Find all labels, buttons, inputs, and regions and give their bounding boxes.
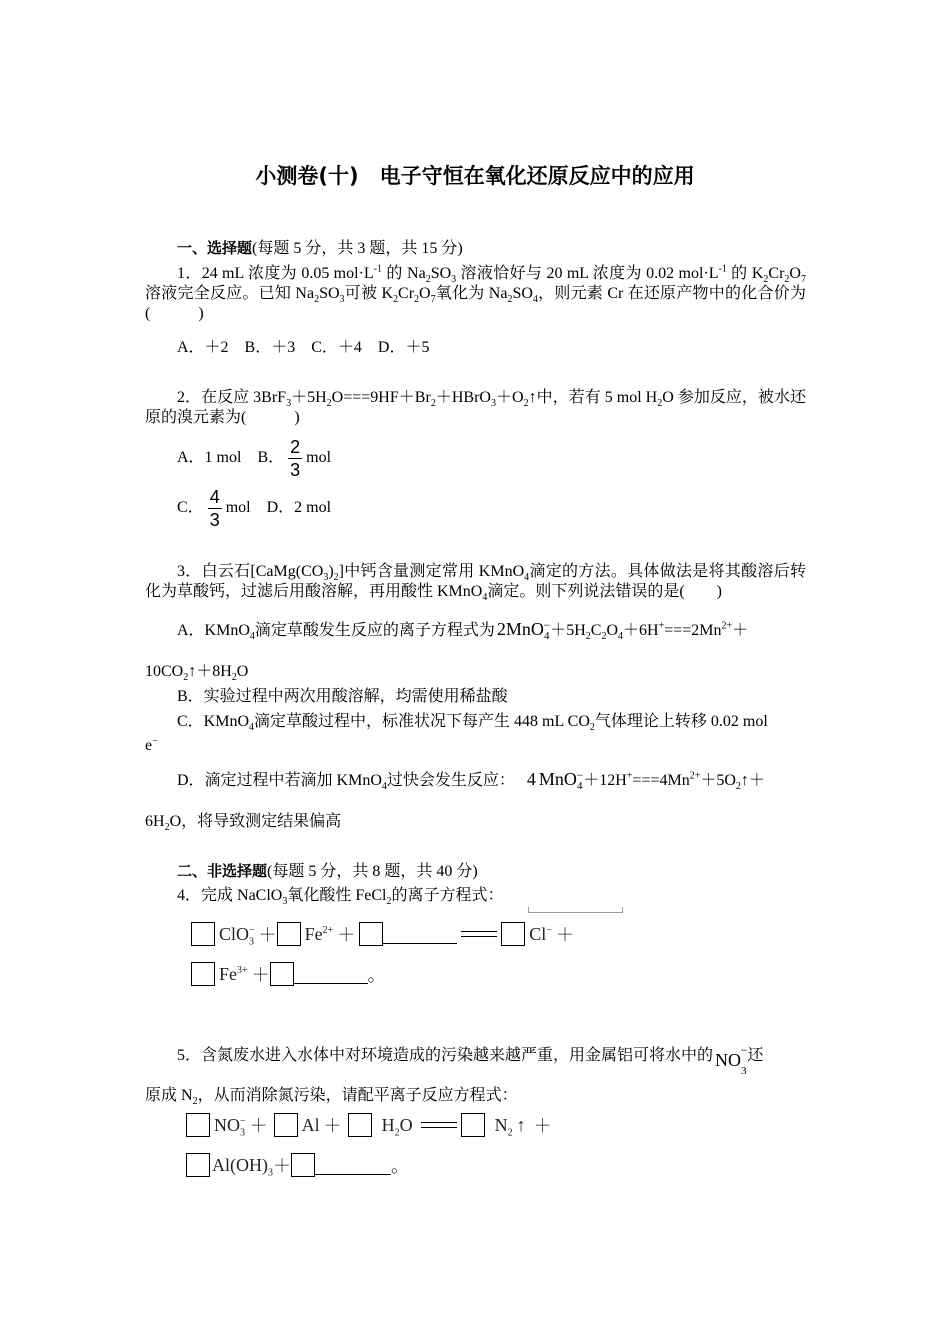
q3-text: ＋	[732, 622, 749, 639]
equals-sign	[461, 931, 497, 937]
q4-text: 的离子方程式：	[391, 887, 504, 904]
q5-text: 还	[747, 1047, 764, 1064]
species-text: Fe	[304, 923, 323, 944]
superscript: +	[658, 620, 665, 632]
plus-sign: ＋	[337, 925, 356, 945]
plus-sign: ＋	[273, 1156, 291, 1176]
subscript: 3	[323, 572, 329, 584]
fraction-numerator: 4	[209, 487, 220, 507]
subscript: 2	[164, 822, 170, 834]
subscript: 3	[490, 398, 496, 410]
question-5	[177, 1036, 764, 1078]
superscript: −	[740, 1042, 748, 1057]
q3-text: ＋5H	[550, 622, 586, 639]
coefficient-box[interactable]	[461, 1113, 485, 1137]
q2-text: ＋5H	[291, 389, 327, 406]
subscript: 4	[543, 630, 550, 643]
coefficient-box[interactable]	[359, 922, 383, 946]
equals-sign	[421, 1122, 457, 1128]
q3-text: A．KMnO	[177, 622, 250, 639]
period: 。	[367, 965, 386, 985]
q1-text: 溶液恰好与 20 mL 浓度为 0.02 mol·L	[456, 265, 719, 282]
q4-equation-line-1	[191, 921, 574, 947]
species-text: Cl	[529, 923, 547, 944]
species-chlorate	[219, 923, 255, 948]
subscript: 3	[240, 1127, 245, 1139]
q1-text: SO	[512, 285, 533, 302]
q3-option-c-cont	[145, 736, 158, 756]
subscript: 2	[601, 631, 607, 643]
q3-text: 过快会发生反应：	[386, 772, 515, 789]
subscript: 2	[414, 294, 420, 306]
subscript: 2	[425, 274, 431, 286]
q1-text: O	[419, 285, 431, 302]
plus-sign: ＋	[249, 1116, 268, 1136]
q3-text: )	[328, 563, 334, 580]
q3-option-a	[177, 612, 748, 648]
q3-text: 10CO	[145, 663, 184, 680]
q1-text: 的 K	[726, 265, 764, 282]
q1-text: SO	[430, 265, 452, 282]
subscript: 7	[430, 294, 436, 306]
subscript: 3	[339, 294, 345, 306]
fraction-numerator: 2	[290, 437, 301, 457]
q3-text: ＋5O	[700, 772, 736, 789]
subscript: 3	[741, 1065, 747, 1078]
q3-text: ＋12H	[583, 772, 627, 789]
nitrate-ion: NO	[715, 1050, 742, 1070]
coefficient-box[interactable]	[186, 1153, 210, 1177]
subscript: 2	[183, 672, 189, 684]
species-ferrous	[305, 924, 334, 945]
subscript: 2	[507, 1127, 513, 1139]
q3-option-a-cont	[145, 662, 248, 682]
subscript: 4	[249, 631, 255, 643]
subscript: 2	[393, 294, 399, 306]
subscript: 2	[589, 722, 595, 734]
subscript: 3	[451, 274, 457, 286]
q4-text: 氧化酸性 FeCl	[287, 887, 387, 904]
fraction-4-3	[208, 486, 222, 531]
q3-text: ＋6H	[623, 622, 659, 639]
subscript: 4	[524, 572, 530, 584]
q3-option-d	[177, 762, 765, 798]
species-text: ClO	[219, 923, 250, 944]
subscript: 2	[523, 398, 529, 410]
q5-line-2	[145, 1086, 518, 1106]
q1-text: 氧化为 Na	[435, 285, 508, 302]
subscript: 4	[532, 294, 538, 306]
subscript: 2	[735, 781, 741, 793]
coefficient-box[interactable]	[191, 962, 215, 986]
q3-text: 滴定草酸过程中，标准状况下每产生 448 mL CO	[254, 713, 590, 730]
q2-text: O 参加反应，被水还原的溴元素为( )	[145, 389, 806, 426]
q1-text: 24 mL 浓度为 0.05 mol·L	[201, 265, 374, 282]
species-aluminum: Al	[301, 1114, 320, 1135]
superscript: -1	[373, 263, 383, 275]
permanganate-ion: MnO	[505, 619, 544, 639]
subscript: 4	[576, 780, 583, 793]
subscript: 2	[231, 672, 237, 684]
section-2-title: 二、非选择题	[177, 862, 268, 880]
subscript: 3	[282, 896, 288, 908]
ion-coefficient: 2	[496, 619, 506, 639]
plus-sign: ＋	[258, 925, 277, 945]
question-1	[145, 264, 806, 324]
q3-text: 6H	[145, 813, 165, 830]
period: 。	[391, 1156, 409, 1176]
q2-text: O===9HF＋Br	[331, 389, 431, 406]
subscript: 2	[763, 274, 769, 286]
superscript: 2+	[721, 620, 733, 632]
coefficient-box[interactable]	[186, 1113, 210, 1137]
q3-text: C．KMnO	[177, 713, 250, 730]
species-text: Al(OH)	[212, 1154, 268, 1175]
subscript: 2	[585, 631, 591, 643]
superscript: −	[249, 924, 255, 936]
subscript: 4	[249, 722, 255, 734]
species-text: N	[494, 1114, 508, 1135]
superscript: −	[576, 767, 584, 782]
superscript: −	[240, 1115, 246, 1127]
superscript: -1	[718, 263, 727, 275]
subscript: 2	[333, 572, 339, 584]
plus-sign: ＋	[323, 1116, 342, 1136]
subscript: 2	[507, 294, 513, 306]
coefficient-box[interactable]	[277, 922, 301, 946]
q3-option-d-cont	[145, 812, 341, 832]
ion-coefficient: 4	[526, 769, 536, 789]
q3-text: O	[606, 622, 619, 639]
superscript: −	[546, 924, 552, 936]
species-nitrogen	[494, 1114, 513, 1139]
question-4	[177, 886, 504, 906]
q3-text: e	[145, 737, 153, 754]
section-1-heading	[177, 238, 463, 259]
q3-text: 滴定草酸发生反应的离子方程式为	[254, 622, 495, 639]
section-1-title: 一、选择题	[177, 239, 253, 257]
species-aluminum-hydroxide	[212, 1154, 273, 1179]
q3-text: 滴定。则下列说法错误的是( )	[487, 583, 723, 600]
subscript: 2	[394, 1127, 400, 1139]
q1-text: SO	[319, 285, 340, 302]
species-text: NO	[214, 1114, 240, 1135]
fraction-denominator: 3	[209, 510, 220, 530]
q1-text: 的 Na	[382, 265, 426, 282]
q2-option-d: mol D．2 mol	[225, 499, 332, 517]
answer-blank[interactable]	[294, 965, 368, 984]
fraction-denominator: 3	[290, 460, 301, 480]
section-1-note: (每题 5 分，共 3 题，共 15 分)	[252, 240, 463, 257]
superscript: +	[626, 770, 633, 782]
subscript: 3	[268, 1167, 273, 1179]
subscript: 2	[784, 274, 790, 286]
superscript: 2+	[322, 924, 334, 936]
q1-text: Cr	[398, 285, 415, 302]
q2-options-ab	[177, 436, 331, 481]
plus-sign: ＋	[251, 965, 270, 985]
species-water	[381, 1114, 413, 1139]
q3-text: ↑＋	[740, 772, 765, 789]
subscript: 2	[430, 398, 436, 410]
answer-blank[interactable]	[315, 1156, 391, 1175]
subscript: 4	[482, 592, 488, 604]
q2-unit: mol	[306, 449, 332, 467]
coefficient-box[interactable]	[270, 962, 294, 986]
plus-sign: ＋	[533, 1116, 552, 1136]
q3-text: 白云石[CaMg(CO	[201, 563, 324, 580]
species-chloride	[529, 924, 552, 945]
gas-arrow-icon: ↑	[516, 1114, 526, 1135]
superscript: −	[152, 735, 158, 747]
coefficient-box[interactable]	[274, 1113, 298, 1137]
species-text: Fe	[219, 963, 237, 984]
subscript: 2	[657, 398, 663, 410]
q3-text: D．滴定过程中若滴加 KMnO	[177, 772, 382, 789]
species-text: H	[381, 1114, 395, 1135]
q2-text: ＋O	[495, 389, 524, 406]
species-ferric	[219, 964, 248, 985]
section-2-note: (每题 5 分，共 8 题，共 40 分)	[267, 863, 478, 880]
section-2-heading	[177, 861, 478, 882]
answer-blank[interactable]	[383, 925, 457, 944]
species-text: O	[399, 1114, 413, 1135]
q3-text: O，将导致测定结果偏高	[169, 813, 342, 830]
species-nitrate	[214, 1114, 246, 1139]
q3-number: 3．	[177, 563, 202, 580]
subscript: 2	[326, 398, 332, 410]
q2-text: ＋HBrO	[435, 389, 491, 406]
page-title: 小测卷(十) 电子守恒在氧化还原反应中的应用	[255, 164, 695, 188]
q1-options: A．＋2 B．＋3 C．＋4 D．＋5	[177, 339, 430, 356]
subscript: 4	[381, 781, 387, 793]
permanganate-ion: MnO	[538, 769, 577, 789]
coefficient-box[interactable]	[501, 922, 525, 946]
q3-text: O	[236, 663, 249, 680]
subscript: 3	[249, 936, 255, 948]
q3-text: ↑＋8H	[188, 663, 232, 680]
question-3	[145, 562, 806, 602]
q1-text: 溶液完全反应。已知 Na	[145, 285, 315, 302]
q4-text: 完成 NaClO	[201, 887, 283, 904]
q1-number: 1．	[177, 265, 202, 282]
q3-text: C	[590, 622, 602, 639]
ruler-mark	[528, 906, 623, 913]
q3-text: ===2Mn	[664, 622, 722, 639]
q2-text: 在反应 3BrF	[201, 389, 287, 406]
q4-number: 4．	[177, 887, 202, 904]
q3-option-b: B．实验过程中两次用酸溶解，均需使用稀盐酸	[177, 688, 508, 705]
q1-text: ，则元素 Cr 在还原产物中的化合价为( )	[145, 285, 806, 322]
subscript: 3	[286, 398, 292, 410]
subscript: 7	[800, 274, 806, 286]
q5-text: 含氮废水进入水体中对环境造成的污染越来越严重，用金属铝可将水中的	[201, 1047, 714, 1064]
plus-sign: ＋	[555, 925, 574, 945]
coefficient-box[interactable]	[191, 922, 215, 946]
q2-number: 2．	[177, 389, 202, 406]
q5-equation-line-2	[186, 1152, 409, 1178]
subscript: 2	[386, 896, 392, 908]
q2-option-c: C．	[177, 499, 204, 517]
q5-number: 5．	[177, 1047, 202, 1064]
q3-option-c	[177, 712, 806, 732]
q2-options-cd	[177, 486, 331, 531]
q3-text: ===4Mn	[632, 772, 690, 789]
superscript: −	[543, 617, 551, 632]
q3-text: ]中钙含量测定常用 KMnO	[338, 563, 525, 580]
q1-text: Cr	[768, 265, 785, 282]
q5-text: 原成 N	[145, 1087, 193, 1104]
fraction-2-3	[288, 436, 302, 481]
q1-text: O	[789, 265, 801, 282]
coefficient-box[interactable]	[348, 1113, 372, 1137]
subscript: 4	[618, 631, 624, 643]
superscript: 2+	[689, 770, 701, 782]
q3-text: 气体理论上转移 0.02 mol	[594, 713, 768, 730]
q4-equation-line-2	[191, 961, 386, 987]
q3-text: 滴定的方法。具体做法是将其酸溶后转化为草酸钙，过滤后用酸溶解，再用酸性 KMnO	[145, 563, 806, 600]
superscript: 3+	[237, 964, 248, 976]
q1-text: 可被 K	[344, 285, 394, 302]
subscript: 2	[192, 1096, 198, 1108]
subscript: 2	[314, 294, 320, 306]
q5-text: ，从而消除氮污染，请配平离子反应方程式：	[197, 1087, 518, 1104]
q5-equation-line-1	[186, 1112, 552, 1138]
question-2	[145, 388, 806, 428]
coefficient-box[interactable]	[291, 1153, 315, 1177]
q2-text: ↑中，若有 5 mol H	[528, 389, 658, 406]
q2-option-a: A．1 mol B．	[177, 449, 285, 467]
